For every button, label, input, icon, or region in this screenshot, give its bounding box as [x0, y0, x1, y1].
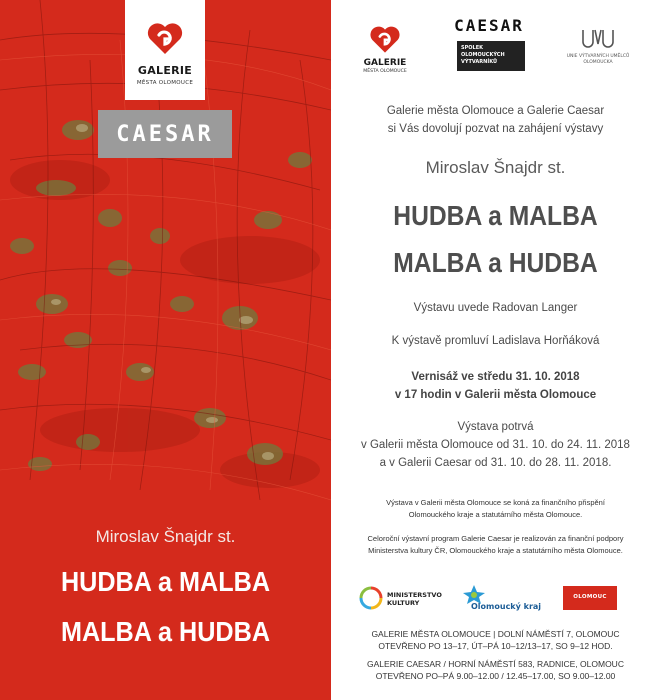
invite-line-2: si Vás dovolují pozvat na zahájení výstavy: [387, 123, 604, 135]
ministry-culture-logo: [359, 586, 449, 612]
caesar-small-word: CAESAR: [454, 16, 524, 35]
uvu-mark-icon: [580, 28, 616, 52]
duration-line-1: Výstava potrvá: [457, 421, 534, 433]
exhibition-duration: [331, 418, 660, 472]
caesar-logo: [98, 110, 232, 158]
address-2-line-1: GALERIE CAESAR / HORNÍ NÁMĚSTÍ 583, RADNICE, OLOMOUC: [367, 659, 624, 669]
invite-line-1: Galerie města Olomouce a Galerie Caesar: [386, 105, 605, 117]
uvu-logo: [563, 28, 633, 66]
opening-speaker: Výstavu uvede Radovan Langer: [413, 302, 578, 314]
funding-note-1-line-2: Olomouckého kraje a statutárního města Olomouce.: [408, 510, 583, 519]
funding-note-2-line-1: Celoroční výstavní program Galerie Caesar je realizován za finanční podpory: [367, 534, 624, 543]
ministry-text-line-2: KULTURY: [387, 599, 420, 607]
guest-speaker: K výstavě promluví Ladislava Horňáková: [391, 335, 600, 347]
galerie-logo-subtitle: MĚSTA OLOMOUCE: [136, 80, 194, 86]
heart-logo-icon: [145, 18, 185, 58]
partner-logos: [331, 0, 660, 90]
galerie-small-title: GALERIE: [363, 58, 407, 68]
funding-note-2: [331, 533, 660, 557]
cover-title-line2: MALBA a HUDBA: [60, 616, 271, 647]
funding-note-1-line-1: Výstava v Galerii města Olomouce se koná za finančního přispění: [386, 498, 605, 507]
exhibition-title-line2: MALBA a HUDBA: [393, 247, 598, 278]
exhibition-title-line1: HUDBA a MALBA: [393, 200, 598, 231]
galerie-logo-title: GALERIE: [137, 64, 193, 77]
gallery-address-olomouc: [331, 628, 660, 652]
cover-title-line1: HUDBA a MALBA: [60, 566, 271, 597]
caesar-small-subtitle: SPOLEK OLOMOUCKÝCH VÝTVARNÍKŮ: [457, 41, 525, 71]
sponsor-logos: [331, 580, 660, 620]
olomouc-city-text: OLOMOUC: [573, 594, 607, 600]
uvu-subtitle: UNIE VÝTVARNÝCH UMĚLCŮ OLOMOUCKA: [566, 54, 630, 65]
vernisage-info: [331, 368, 660, 404]
address-2-line-2: OTEVŘENO PO–PÁ 9.00–12.00 / 12.45–17.00, SO 9.00–12.00: [375, 671, 616, 681]
caesar-small-logo: [439, 16, 539, 71]
address-1-line-1: GALERIE MĚSTA OLOMOUCE | DOLNÍ NÁMĚSTÍ 7, OLOMOUC: [371, 629, 620, 639]
artist-name: Miroslav Šnajdr st.: [425, 158, 566, 177]
galerie-small-subtitle: MĚSTA OLOMOUCE: [363, 69, 407, 74]
olomoucky-kraj-logo: [459, 584, 549, 614]
caesar-logo-text: CAESAR: [116, 121, 214, 147]
address-1-line-2: OTEVŘENO PO 13–17, ÚT–PÁ 10–12/13–17, SO 9–12 HOD.: [378, 641, 613, 651]
vernisage-line-2: v 17 hodin v Galerii města Olomouce: [394, 389, 597, 401]
cover-author: Miroslav Šnajdr st.: [95, 527, 236, 546]
galerie-logo: [125, 0, 205, 100]
funding-note-2-line-2: Ministerstva kultury ČR, Olomouckého kraje a statutárního města Olomouce.: [368, 546, 623, 555]
heart-logo-icon: [368, 22, 402, 56]
galerie-small-logo: [355, 22, 415, 74]
gallery-address-caesar: [331, 658, 660, 682]
ministry-ring-icon: [359, 586, 383, 610]
invitation-line: [331, 102, 660, 138]
ministry-text: [387, 591, 442, 607]
ministry-text-line-1: MINISTERSTVO: [387, 591, 442, 599]
invitation-text-panel: [331, 0, 660, 700]
olomouc-city-logo: [563, 586, 617, 610]
region-text: Olomoucký kraj: [471, 602, 542, 611]
duration-line-2: v Galerii města Olomouce od 31. 10. do 24. 11. 2018: [361, 439, 630, 451]
funding-note-1: [331, 497, 660, 521]
duration-line-3: a v Galerii Caesar od 31. 10. do 28. 11. 2018.: [379, 457, 612, 469]
vernisage-line-1: Vernisáž ve středu 31. 10. 2018: [411, 371, 580, 383]
